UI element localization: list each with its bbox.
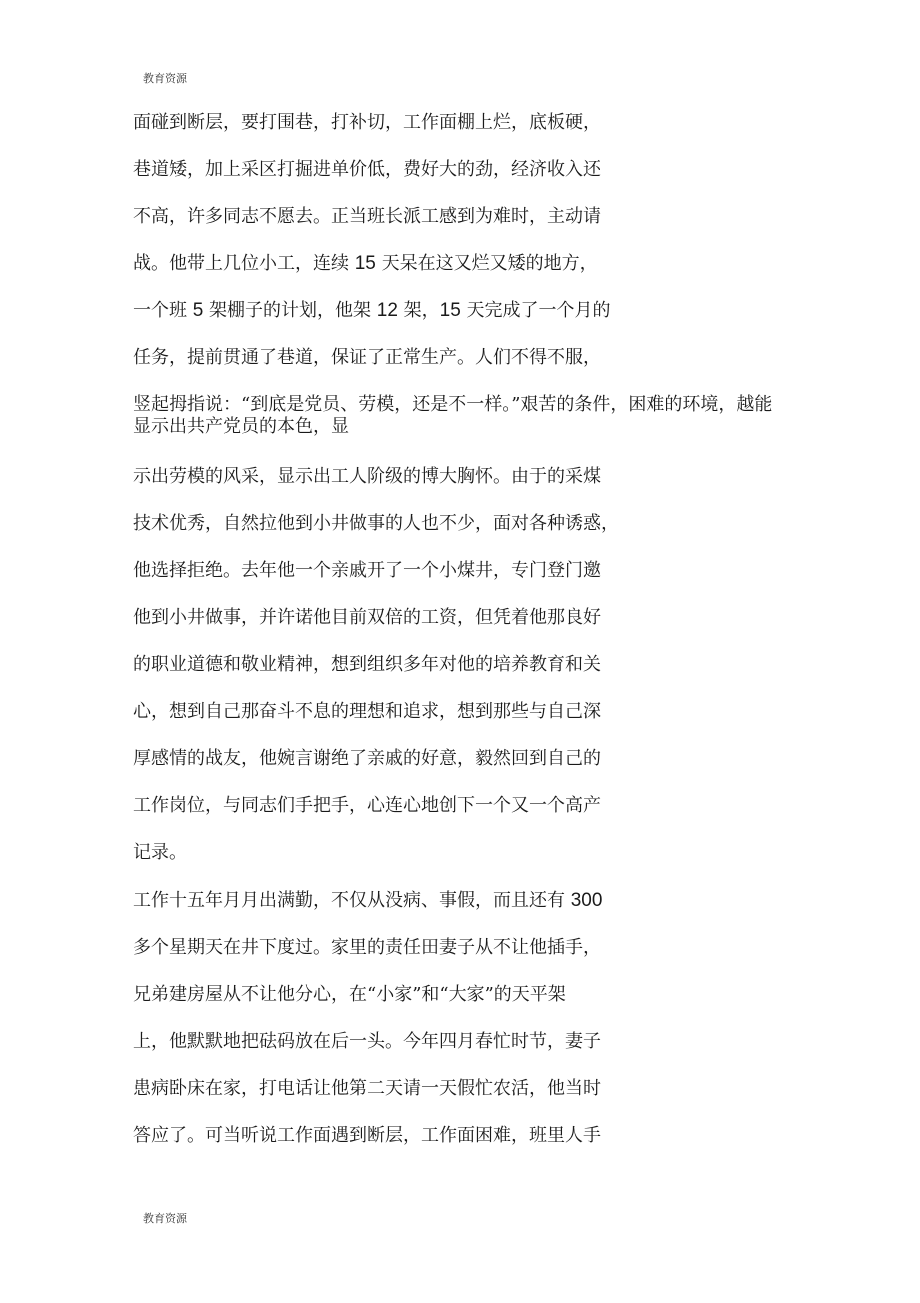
text-line: 任务，提前贯通了巷道，保证了正常生产。人们不得不服，	[133, 347, 601, 368]
text-line: 他到小井做事，并许诺他目前双倍的工资，但凭着他那良好	[133, 607, 601, 628]
text-line: 上，他默默地把砝码放在后一头。今年四月春忙时节，妻子	[133, 1031, 601, 1052]
text-line: 战。他带上几位小工，连续 15 天呆在这又烂又矮的地方，	[133, 253, 598, 274]
text-line: 巷道矮，加上采区打掘进单价低，费好大的劲，经济收入还	[133, 159, 601, 180]
text-line: 工作十五年月月出满勤，不仅从没病、事假，而且还有 300	[133, 890, 603, 911]
text-line: 面碰到断层，要打围巷，打补切，工作面棚上烂，底板硬，	[133, 112, 601, 133]
text-line: 技术优秀，自然拉他到小井做事的人也不少，面对各种诱惑，	[133, 513, 619, 534]
text-line: 患病卧床在家，打电话让他第二天请一天假忙农活，他当时	[133, 1078, 601, 1099]
page-footer: 教育资源	[143, 1212, 187, 1225]
text-line: 答应了。可当听说工作面遇到断层，工作面困难，班里人手	[133, 1125, 601, 1146]
text-line: 兄弟建房屋从不让他分心，在“小家”和“大家”的天平架	[133, 984, 566, 1005]
text-line: 工作岗位，与同志们手把手，心连心地创下一个又一个高产	[133, 795, 601, 816]
text-line: 不高，许多同志不愿去。正当班长派工感到为难时，主动请	[133, 206, 601, 227]
text-line: 的职业道德和敬业精神，想到组织多年对他的培养教育和关	[133, 654, 601, 675]
text-line: 他选择拒绝。去年他一个亲戚开了一个小煤井，专门登门邀	[133, 560, 601, 581]
text-line: 一个班 5 架棚子的计划，他架 12 架，15 天完成了一个月的	[133, 300, 611, 321]
page-header: 教育资源	[143, 72, 187, 85]
text-line: 记录。	[133, 842, 187, 863]
text-line: 示出劳模的风采，显示出工人阶级的博大胸怀。由于的采煤	[133, 466, 601, 487]
text-line: 多个星期天在井下度过。家里的责任田妻子从不让他插手，	[133, 937, 601, 958]
text-line: 心，想到自己那奋斗不息的理想和追求，想到那些与自己深	[133, 701, 601, 722]
text-line: 厚感情的战友，他婉言谢绝了亲戚的好意，毅然回到自己的	[133, 748, 601, 769]
text-line: 竖起拇指说：“到底是党员、劳模，还是不一样。”艰苦的条件，困难的环境，越能显示出共产党员的本色，显	[133, 394, 773, 437]
